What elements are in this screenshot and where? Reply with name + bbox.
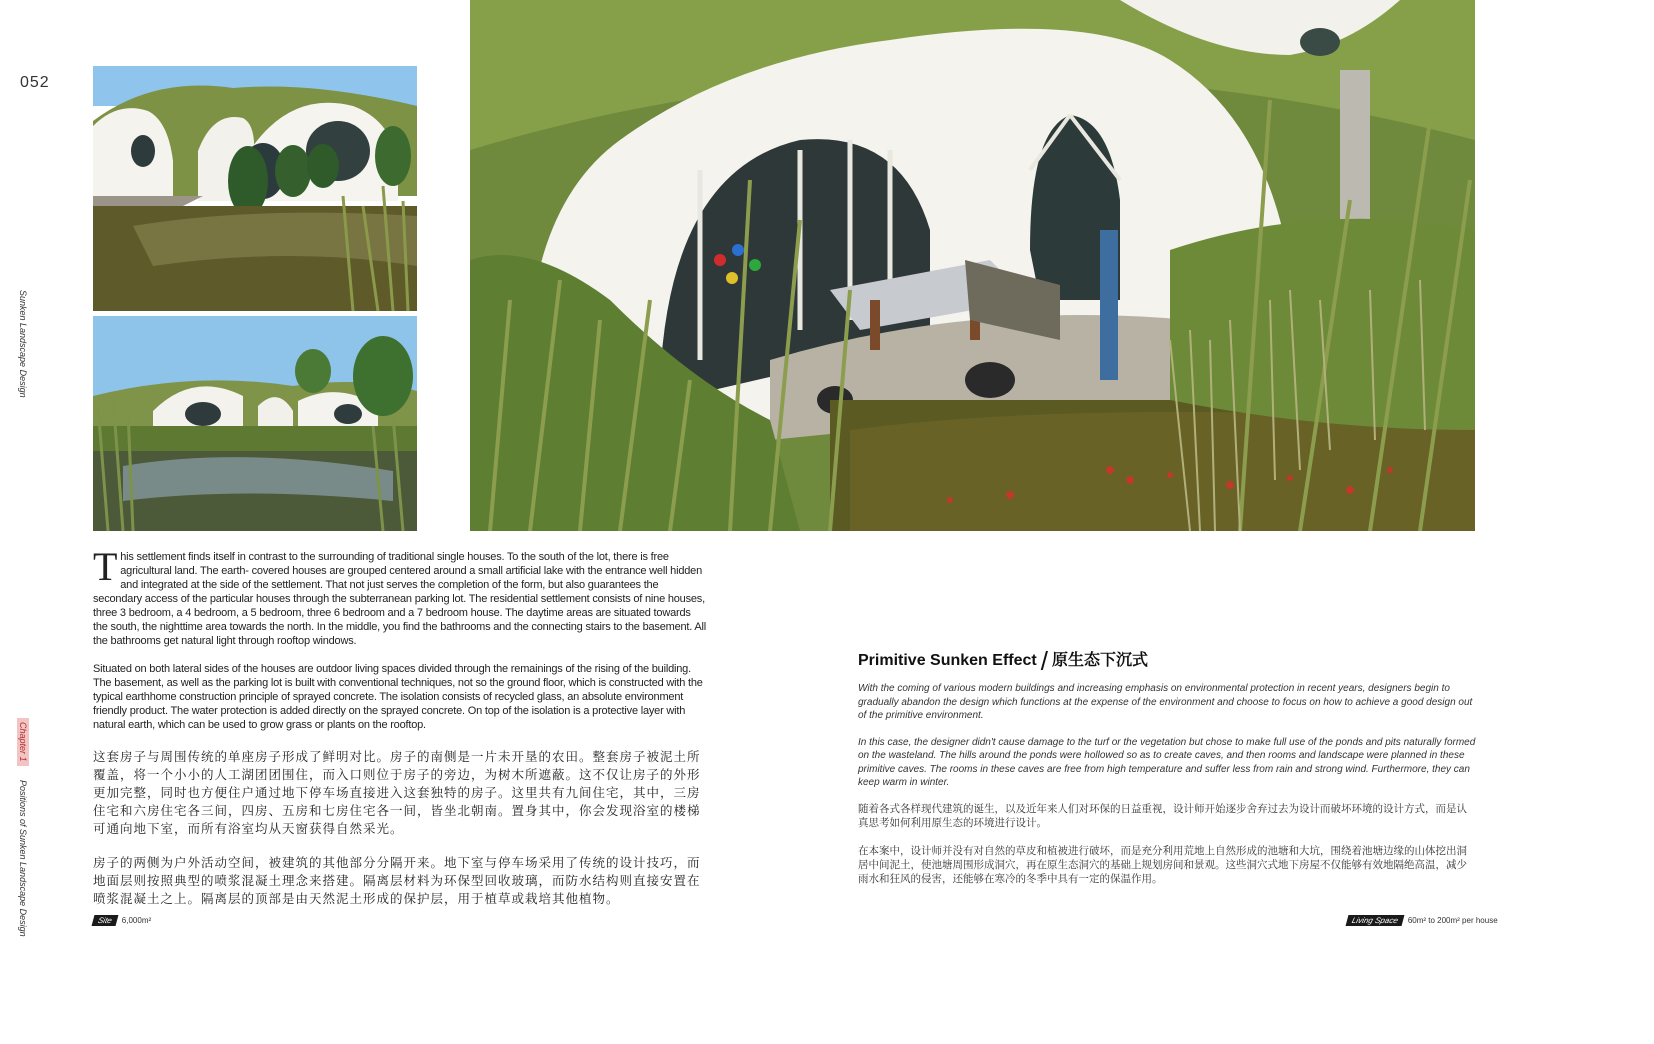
- footer-left: [93, 910, 151, 928]
- living-space-tag: Living Space: [1346, 915, 1405, 926]
- site-area: 6,000m²: [121, 916, 152, 925]
- article-en-paragraph-1: [93, 544, 708, 648]
- chapter-tab: Chapter 1: [17, 718, 29, 766]
- article-chinese: [93, 748, 711, 924]
- section-heading-en: Primitive Sunken Effect: [858, 652, 1037, 669]
- heading-slash: /: [1040, 646, 1048, 676]
- sidebar-cn-paragraph-2: 在本案中，设计师并没有对自然的草皮和植被进行破坏，而是充分利用荒地上自然形成的池塘和大坑，围绕着池塘边缘的山体挖出洞居中间泥土，使池塘周围形成洞穴，再在原生态洞穴的基础上规划房间和景观。这些洞穴式地下房屋不仅能够有效地隔绝高温，减少雨水和狂风的侵害，还能够在寒冷的冬季中具有一定的保温作用。: [858, 845, 1467, 885]
- sidebar-english: [858, 682, 1476, 803]
- photo-main-house-terrace: [470, 0, 1475, 531]
- section-heading: [858, 646, 1148, 677]
- section-title-label: Positions of Sunken Landscape Design: [18, 780, 28, 937]
- article-cn-paragraph-1: 这套房子与周围传统的单座房子形成了鲜明对比。房子的南侧是一片未开垦的农田。整套房子被泥土所覆盖，将一个小小的人工湖团团围住，而入口则位于房子的旁边，为树木所遮蔽。这不仅让房子的外形更加完整，同时也方便住户通过地下停车场直接进入这套独特的房子。这里共有九间住宅，其中，三房住宅和六房住宅各三间，四房、五房和七房住宅各一间，皆坐北朝南。置身其中，你会发现浴室的楼梯可通向地下室，而所有浴室均从天窗获得自然采光。: [93, 750, 701, 836]
- sidebar-cn-paragraph-1: 随着各式各样现代建筑的诞生，以及近年来人们对环保的日益重视，设计师开始逐步舍弃过去为设计而破坏环境的设计方式，而是认真思考如何利用原生态的环境进行设计。: [858, 803, 1467, 829]
- sidebar-en-paragraph-2: In this case, the designer didn't cause damage to the turf or the vegetation but chose to make full use of the ponds and pits naturally formed on the wasteland. The hills around the ponds were hollowed so as to create caves, and then rooms and landscape were planned in these primitive caves. The rooms in these caves are free from high temperature and suffer less from rain and strong wind. Furthermore, they can keep warm in winter.: [858, 736, 1476, 788]
- article-english: [93, 544, 708, 746]
- page-number: 052: [20, 74, 50, 91]
- section-heading-cn: 原生态下沉式: [1051, 652, 1148, 669]
- article-cn-paragraph-2: 房子的两侧为户外活动空间，被建筑的其他部分分隔开来。地下室与停车场采用了传统的设计技巧，而地面层则按照典型的喷浆混凝土理念来搭建。隔离层材料为环保型回收玻璃，而防水结构则直接安置在喷浆混凝土之上。隔离层的顶部是由天然泥土形成的保护层，用于植草或栽培其他植物。: [93, 856, 701, 906]
- sidebar-en-paragraph-1: With the coming of various modern buildings and increasing emphasis on environmental protection in recent years, designers begin to gradually abandon the design which functions at the expense of the environment and choose to focus on how to achieve a good design out of the primitive environment.: [858, 683, 1473, 721]
- drop-cap: T: [93, 544, 118, 589]
- sidebar-chinese: [858, 802, 1476, 900]
- footer-right: [1347, 910, 1498, 928]
- article-en-paragraph-1-text: his settlement finds itself in contrast to the surrounding of traditional single houses. To the south of the lot, there is free agricultural land. The earth- covered houses are grouped centered around a small artificial lake with the entrance well hidden and integrated at the side of the settlement. That not just serves the completion of the form, but also guarantees the secondary access of the particular houses through the subterranean parking lot. The residential settlement consists of nine houses, three 3 bedroom, a 4 bedroom, a 5 bedroom, three 6 bedroom and a 7 bedroom house. The daytime areas are situated towards the south, the nighttime area towards the north. In the middle, you find the bathrooms and the connecting stairs to the basement. All the bathrooms get natural light through rooftop windows.: [93, 551, 707, 647]
- living-space-area: 60m² to 200m² per house: [1407, 916, 1498, 925]
- article-en-paragraph-2: Situated on both lateral sides of the houses are outdoor living spaces divided through the remainings of the rising of the building. The basement, as well as the parking lot is built with conventional techniques, not so the ground floor, which is constructed with the typical earthhome construction principle of sprayed concrete. The isolation consists of recycled glass, an absolute environment friendly product. The water protection is added directly on the sprayed concrete. On top of the isolation is a protective layer with natural earth, which can be used to grow grass or plants on the rooftop.: [93, 663, 703, 731]
- photo-pond-houses: [93, 66, 417, 311]
- site-tag: Site: [92, 915, 119, 926]
- photo-houses-lake: [93, 316, 417, 531]
- chapter-title-label: Sunken Landscape Design: [18, 290, 28, 398]
